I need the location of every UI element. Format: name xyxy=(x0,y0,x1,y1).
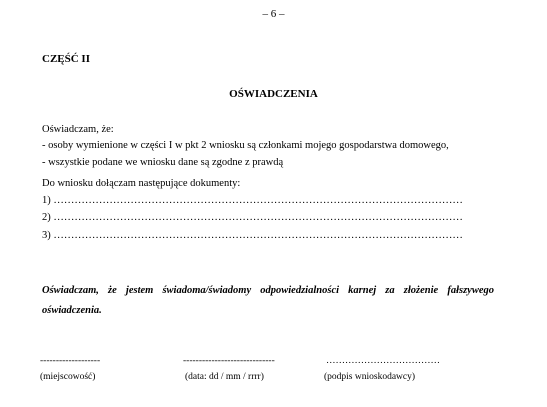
applicant-signature-label: (podpis wnioskodawcy) xyxy=(324,372,416,382)
place-signature-line[interactable]: ------------------- xyxy=(40,356,101,366)
document-line-3[interactable]: 3) ……………………………………………………………………………………………………… xyxy=(42,230,463,241)
part-title: CZĘŚĆ II xyxy=(42,53,90,65)
document-line-1[interactable]: 1) ……………………………………………………………………………………………………… xyxy=(42,195,463,206)
attachments-intro: Do wniosku dołączam następujące dokumenty: xyxy=(42,178,241,189)
section-heading: OŚWIADCZENIA xyxy=(229,88,318,100)
date-label: (data: dd / mm / rrrr) xyxy=(185,372,264,382)
statement-item-household: - osoby wymienione w części I w pkt 2 wniosku są członkami mojego gospodarstwa domowego, xyxy=(42,140,449,151)
applicant-signature-line[interactable]: ……………………………… xyxy=(326,356,440,366)
criminal-liability-declaration: Oświadczam, że jestem świadoma/świadomy odpowiedzialności karnej za złożenie fałszywego oświadczenia. xyxy=(42,285,494,316)
statement-item-truthful: - wszystkie podane we wniosku dane są zgodne z prawdą xyxy=(42,157,284,168)
page-number: – 6 – xyxy=(262,8,285,20)
date-signature-line[interactable]: ----------------------------- xyxy=(183,356,275,366)
document-line-2[interactable]: 2) ……………………………………………………………………………………………………… xyxy=(42,212,463,223)
place-label: (miejscowość) xyxy=(40,372,96,382)
statement-intro: Oświadczam, że: xyxy=(42,124,114,135)
